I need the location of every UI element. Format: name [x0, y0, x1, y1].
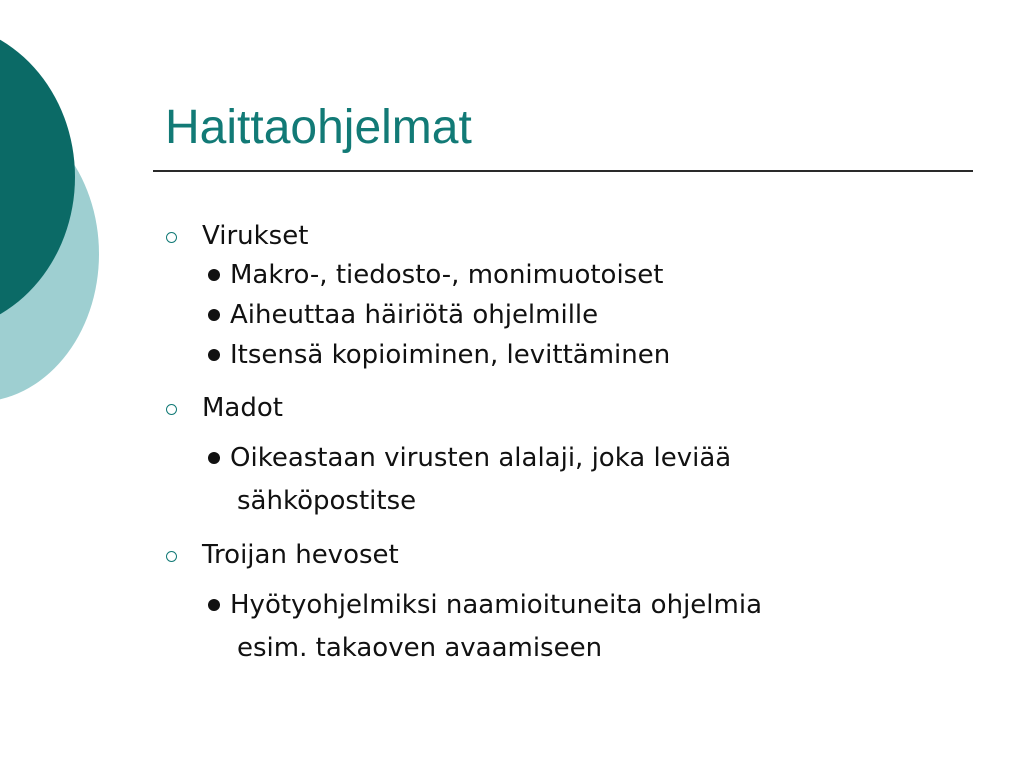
bullet-dot-icon — [208, 309, 220, 321]
hollow-circle-bullet-icon — [166, 404, 177, 415]
list-item: Hyötyohjelmiksi naamioituneita ohjelmia — [208, 589, 762, 621]
list-item: Aiheuttaa häiriötä ohjelmille — [208, 299, 598, 331]
bullet-dot-icon — [208, 599, 220, 611]
hollow-circle-bullet-icon — [166, 551, 177, 562]
section-heading-virukset: Virukset — [202, 221, 309, 251]
list-item: Oikeastaan virusten alalaji, joka leviää — [208, 442, 731, 474]
list-item: Itsensä kopioiminen, levittäminen — [208, 339, 670, 371]
section-heading-troijan-hevoset: Troijan hevoset — [202, 540, 399, 570]
hollow-circle-bullet-icon — [166, 232, 177, 243]
bullet-dot-icon — [208, 269, 220, 281]
list-item-continuation: esim. takaoven avaamiseen — [237, 633, 603, 663]
section-heading-madot: Madot — [202, 393, 283, 423]
list-item-continuation: sähköpostitse — [237, 486, 417, 516]
bullet-dot-icon — [208, 452, 220, 464]
list-item: Makro-, tiedosto-, monimuotoiset — [208, 259, 663, 291]
bullet-dot-icon — [208, 349, 220, 361]
slide-title: Haittaohjelmat — [165, 101, 472, 154]
